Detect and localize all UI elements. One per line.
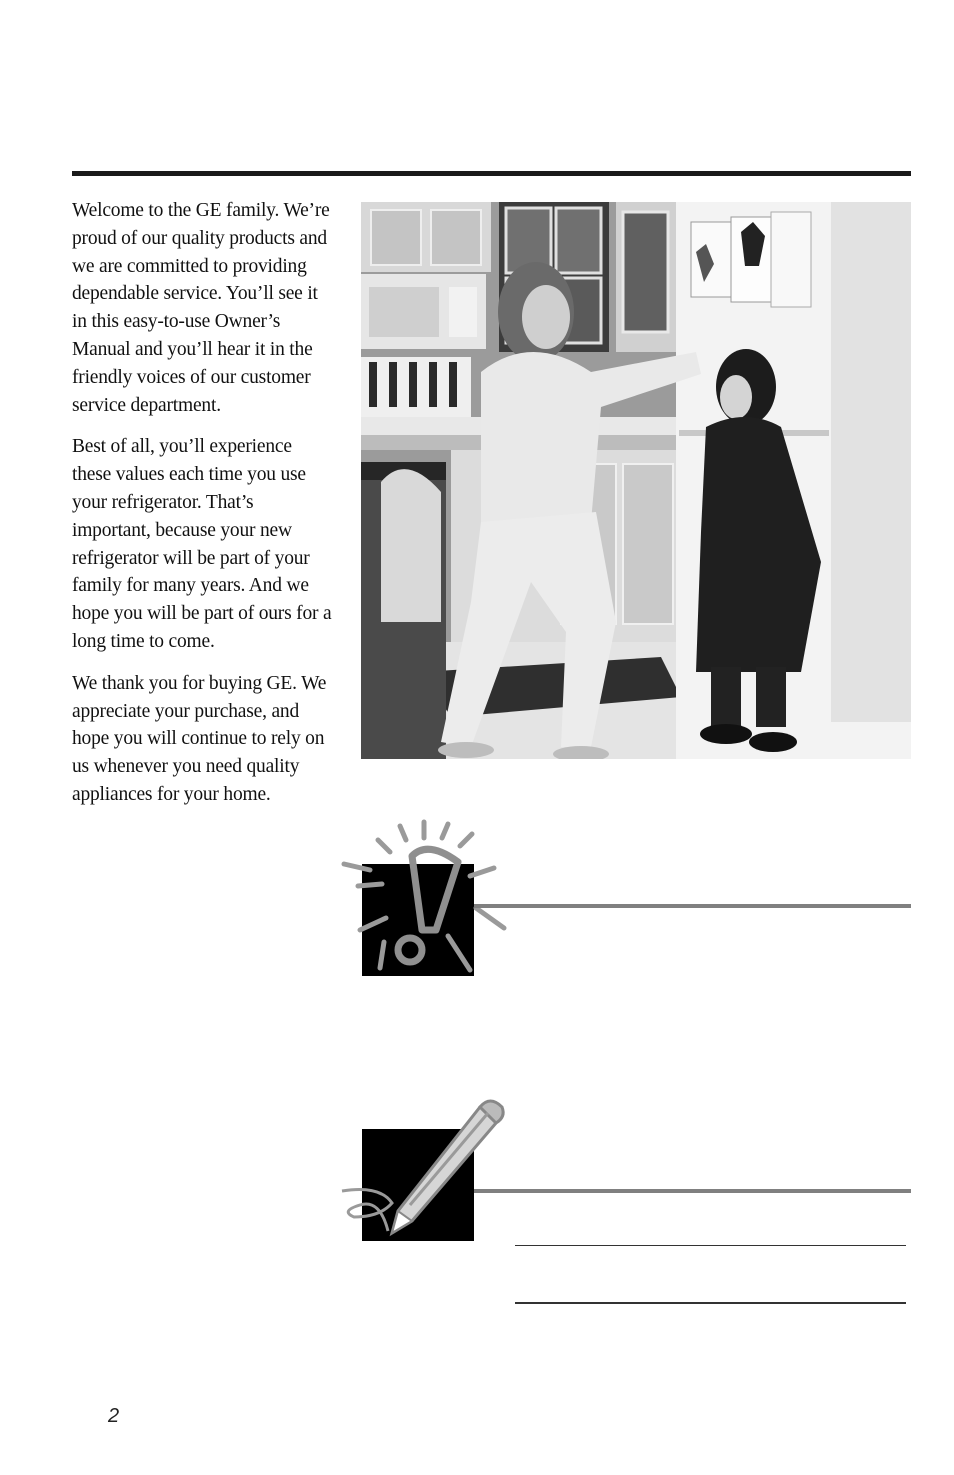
alert-section-rule (474, 904, 911, 908)
kitchen-photo (361, 202, 911, 759)
write-in-line (515, 1245, 906, 1246)
write-in-line (515, 1302, 906, 1304)
notes-section-rule (474, 1189, 911, 1193)
intro-text (72, 197, 334, 823)
pencil-write-icon (340, 1093, 510, 1243)
intro-paragraph-thanks: We thank you for buying GE. We appreciate your purchase, and hope you will continue to rely on us whenever you need quality appliances for your home. (72, 672, 327, 805)
top-divider (72, 171, 911, 176)
exclamation-alert-icon (340, 818, 510, 980)
intro-paragraph-values: Best of all, you’ll experience these values each time you use your refrigerator. That’s important, because your new refrigerator will be part of your family for many years. And we hope you will be part of ours for a long time to come. (72, 436, 332, 652)
intro-paragraph-welcome: Welcome to the GE family. We’re proud of our quality products and we are committed to providing dependable service. You’ll see it in this easy-to-use Owner’s Manual and you’ll hear it in the friendly voices of our customer service department. (72, 200, 330, 416)
page-number: 2 (108, 1405, 120, 1427)
